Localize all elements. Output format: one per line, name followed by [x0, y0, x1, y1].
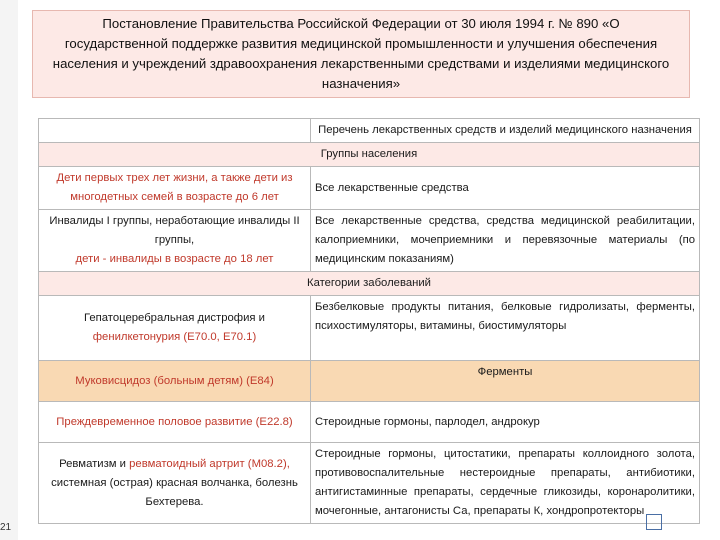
- section-diseases: Категории заболеваний: [39, 272, 700, 296]
- row3-right: Безбелковые продукты питания, белковые гидролизаты, ферменты, психостимуляторы, витамины, биостимуляторы: [311, 296, 700, 361]
- table-row: [39, 167, 700, 210]
- table-row: [39, 443, 700, 524]
- row2-left: [39, 210, 311, 272]
- row6-left-a: Ревматизм и: [59, 457, 130, 470]
- row2-left-b: дети - инвалиды в возрасте до 18 лет: [75, 253, 274, 265]
- row3-left-a: Гепатоцеребральная дистрофия и: [84, 312, 265, 324]
- benefits-table: [38, 118, 700, 524]
- row5-right: Стероидные гормоны, парлодел, андрокур: [311, 402, 700, 443]
- left-margin-bar: [0, 0, 18, 540]
- section-population: Группы населения: [39, 143, 700, 167]
- slide-title: Постановление Правительства Российской Федерации от 30 июля 1994 г. № 890 «О государственной поддержке развития медицинской промышленности и улучшения обеспечения населения и учреждений здравоохранения лекарственными средствами и изделиями медицинского назначения»: [52, 16, 670, 91]
- table-row: [39, 402, 700, 443]
- table-row: [39, 210, 700, 272]
- table-header-row: [39, 119, 700, 143]
- page-number: 21: [0, 522, 12, 533]
- row5-left: Преждевременное половое развитие (Е22.8): [39, 402, 311, 443]
- row1-left: Дети первых трех лет жизни, а также дети из многодетных семей в возрасте до 6 лет: [39, 167, 311, 210]
- row2-left-a: Инвалиды I группы, неработающие инвалиды II группы,: [49, 215, 300, 246]
- row6-right: Стероидные гормоны, цитостатики, препараты коллоидного золота, противовоспалительные нестероидные препараты, антибиотики, антигистаминные препараты, сердечные гликозиды, коронаролитики, мочегонные, антагонисты Са, препараты К, хондропротекторы: [311, 443, 700, 524]
- row4-right: Ферменты: [311, 361, 700, 402]
- title-box: [32, 10, 690, 98]
- row1-right: Все лекарственные средства: [311, 167, 700, 210]
- row3-left: [39, 296, 311, 361]
- row6-left: [39, 443, 311, 524]
- row6-left-c: системная (острая) красная волчанка, болезнь Бехтерева.: [51, 476, 298, 508]
- row2-right: Все лекарственные средства, средства медицинской реабилитации, калоприемники, мочеприемники и перевязочные материалы (по медицинским показаниям): [311, 210, 700, 272]
- row4-left: Муковисцидоз (больным детям) (Е84): [39, 361, 311, 402]
- table-row: [39, 296, 700, 361]
- table-row: [39, 361, 700, 402]
- decorative-square: [646, 514, 662, 530]
- section-row-diseases: [39, 272, 700, 296]
- header-left-cell: [39, 119, 311, 143]
- header-right-cell: Перечень лекарственных средств и изделий медицинского назначения: [311, 119, 700, 143]
- section-row-population: [39, 143, 700, 167]
- row6-left-b: ревматоидный артрит (М08.2),: [129, 457, 290, 470]
- row3-left-b: фенилкетонурия (Е70.0, Е70.1): [92, 331, 257, 343]
